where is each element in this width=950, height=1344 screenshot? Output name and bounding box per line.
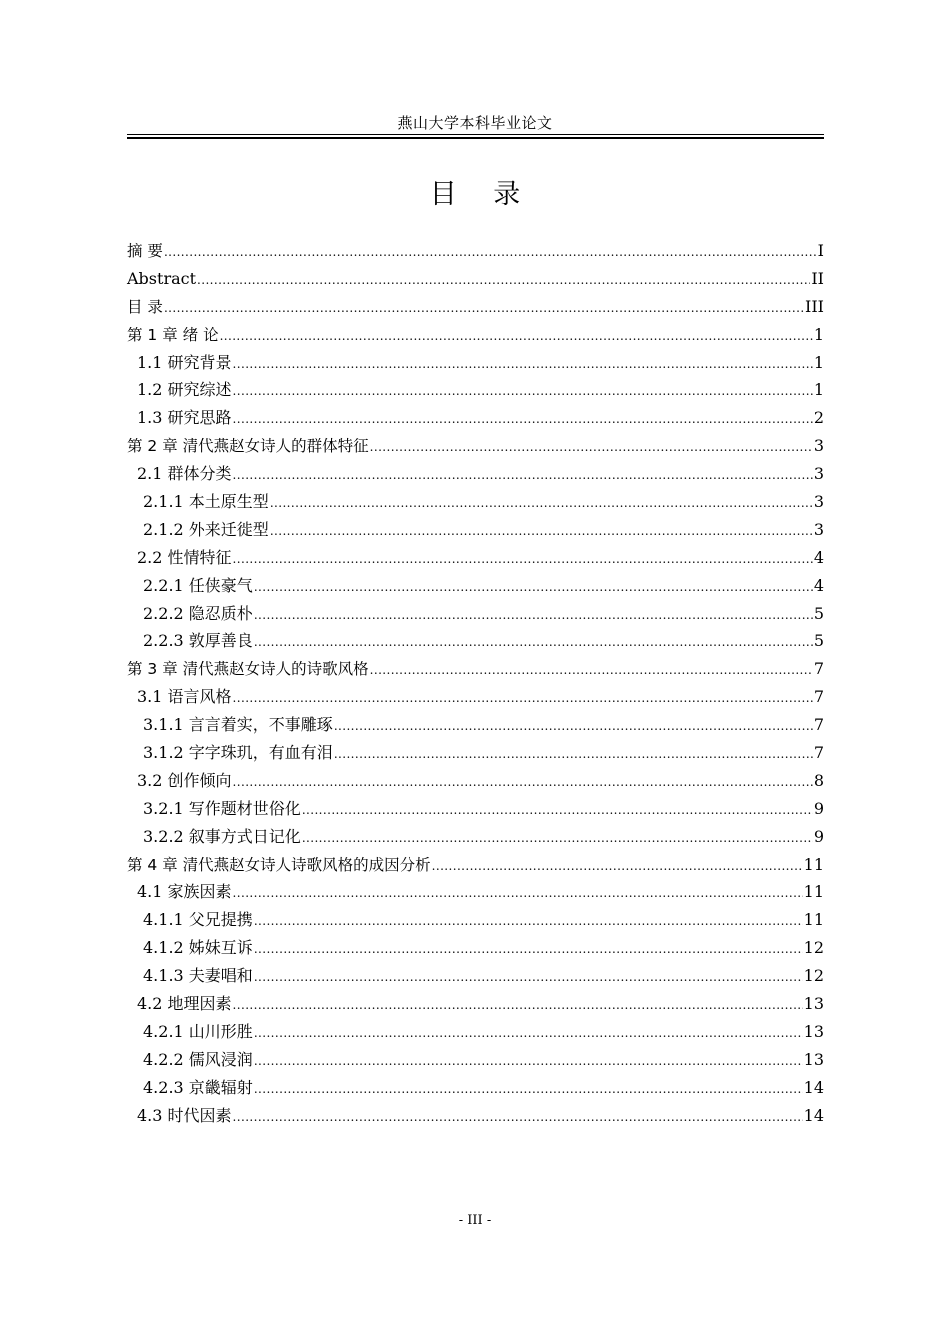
toc-entry[interactable] [127,544,824,572]
toc-dot-leader [254,1020,803,1048]
toc-entry[interactable] [127,767,824,795]
toc-dot-leader [254,936,803,964]
toc-entry-page: 14 [803,1077,824,1097]
toc-entry[interactable] [127,293,824,321]
toc-entry-label: 2.2 性情特征 [137,547,232,567]
toc-entry-page: 7 [813,743,824,763]
toc-entry-label: 4.1.2 姊妹互诉 [143,938,253,958]
toc-entry[interactable] [127,572,824,600]
toc-entry[interactable] [127,237,824,265]
toc-entry[interactable] [127,906,824,934]
toc-entry-label: 2.1 群体分类 [137,464,232,484]
toc-dot-leader [432,853,803,881]
toc-entry-label: 3.1 语言风格 [137,687,232,707]
toc-entry-page: 4 [813,575,824,595]
toc-entry[interactable] [127,851,824,879]
toc-entry-label: 3.1.1 言言着实，不事雕琢 [143,715,333,735]
toc-entry-page: 2 [813,408,824,428]
toc-entry-page: 9 [813,826,824,846]
toc-entry-label: 4.3 时代因素 [137,1105,232,1125]
toc-dot-leader [254,629,813,657]
toc-entry-label: 4.2.2 儒风浸润 [143,1049,253,1069]
toc-entry[interactable] [127,878,824,906]
toc-dot-leader [164,295,804,323]
toc-dot-leader [254,1048,803,1076]
toc-entry-page: 9 [813,798,824,818]
toc-entry[interactable] [127,655,824,683]
toc-entry-label: 1.1 研究背景 [137,352,232,372]
toc-dot-leader [334,713,813,741]
toc-dot-leader [233,406,813,434]
toc-entry-page: III [805,296,824,316]
header-rule-thin [127,134,824,135]
toc-dot-leader [270,518,813,546]
toc-entry-page: 1 [813,324,824,344]
toc-entry-label: 3.2 创作倾向 [137,770,232,790]
toc-entry[interactable] [127,1102,824,1130]
running-header: 燕山大学本科毕业论文 [397,114,553,132]
toc-dot-leader [254,908,803,936]
toc-entry-label: 2.2.1 任侠豪气 [143,575,253,595]
toc-entry-label: 第 2 章 清代燕赵女诗人的群体特征 [127,437,369,456]
toc-entry[interactable] [127,1018,824,1046]
header-rule-thick [127,137,824,139]
toc-dot-leader [233,769,813,797]
toc-entry-label: 4.2.3 京畿辐射 [143,1077,253,1097]
toc-entry-page: 1 [813,352,824,372]
table-of-contents [127,237,824,1130]
toc-dot-leader [254,574,813,602]
toc-entry-label: 2.1.1 本土原生型 [143,492,269,512]
toc-entry-page: 5 [813,603,824,623]
toc-entry-label: 3.2.2 叙事方式日记化 [143,826,301,846]
toc-entry-page: 7 [813,659,824,679]
toc-entry[interactable] [127,683,824,711]
toc-entry-label: 摘 要 [127,242,163,260]
toc-entry-label: 4.1.1 父兄提携 [143,910,253,930]
toc-dot-leader [220,323,813,351]
toc-dot-leader [254,1076,803,1104]
toc-dot-leader [254,602,813,630]
toc-dot-leader [270,490,813,518]
toc-entry-page: 13 [803,994,824,1014]
toc-entry-page: 5 [813,631,824,651]
toc-dot-leader [233,462,813,490]
toc-entry[interactable] [127,432,824,460]
toc-entry-page: 11 [803,882,824,902]
footer-page-number: - III - [458,1213,492,1228]
toc-entry[interactable] [127,600,824,628]
toc-dot-leader [233,685,813,713]
toc-entry-page: 4 [813,547,824,567]
toc-dot-leader [370,434,813,462]
toc-entry-label: 1.3 研究思路 [137,408,232,428]
toc-entry[interactable] [127,404,824,432]
toc-entry[interactable] [127,488,824,516]
toc-entry-label: 2.2.3 敦厚善良 [143,631,253,651]
toc-entry-page: 3 [813,436,824,456]
toc-entry[interactable] [127,934,824,962]
toc-entry-page: 12 [803,966,824,986]
toc-entry[interactable] [127,627,824,655]
toc-entry-page: 13 [803,1049,824,1069]
toc-entry-label: 4.2.1 山川形胜 [143,1021,253,1041]
toc-entry-label: 4.2 地理因素 [137,994,232,1014]
toc-entry[interactable] [127,990,824,1018]
toc-entry-page: 7 [813,715,824,735]
toc-entry-page: 3 [813,519,824,539]
toc-entry-page: II [811,268,824,288]
toc-dot-leader [197,267,810,295]
toc-entry[interactable] [127,739,824,767]
toc-entry-label: 第 1 章 绪 论 [127,325,219,344]
toc-dot-leader [233,992,803,1020]
toc-entry-label: 1.2 研究综述 [137,380,232,400]
toc-entry-page: 8 [813,770,824,790]
toc-entry[interactable] [127,795,824,823]
toc-entry-page: 13 [803,1021,824,1041]
toc-entry[interactable] [127,376,824,404]
toc-entry-label: 3.1.2 字字珠玑，有血有泪 [143,743,333,763]
toc-entry[interactable] [127,823,824,851]
toc-entry-page: I [817,241,824,260]
toc-entry[interactable] [127,321,824,349]
toc-entry[interactable] [127,460,824,488]
toc-dot-leader [302,797,813,825]
toc-entry-label: Abstract [127,268,197,288]
toc-entry-label: 4.1 家族因素 [137,882,232,902]
toc-entry-label: 第 4 章 清代燕赵女诗人诗歌风格的成因分析 [127,855,431,874]
toc-entry[interactable] [127,265,824,293]
toc-entry-label: 目 录 [127,297,163,316]
toc-entry-page: 12 [803,938,824,958]
toc-entry-page: 11 [803,854,824,874]
toc-entry-page: 14 [803,1105,824,1125]
toc-entry[interactable] [127,1046,824,1074]
toc-dot-leader [233,1104,803,1132]
toc-entry-page: 1 [813,380,824,400]
toc-entry-label: 2.2.2 隐忍质朴 [143,603,253,623]
toc-title: 目 录 [429,179,535,210]
toc-entry-label: 2.1.2 外来迁徙型 [143,519,269,539]
toc-entry-label: 4.1.3 夫妻唱和 [143,966,253,986]
toc-entry[interactable] [127,1074,824,1102]
toc-entry[interactable] [127,516,824,544]
toc-entry[interactable] [127,962,824,990]
toc-dot-leader [233,378,813,406]
toc-dot-leader [302,825,813,853]
toc-dot-leader [254,964,803,992]
toc-entry-page: 7 [813,687,824,707]
toc-entry-label: 第 3 章 清代燕赵女诗人的诗歌风格 [127,660,369,679]
toc-entry[interactable] [127,349,824,377]
toc-dot-leader [164,239,817,267]
toc-entry-page: 3 [813,492,824,512]
toc-entry-page: 11 [803,910,824,930]
toc-dot-leader [233,351,813,379]
toc-dot-leader [370,657,813,685]
toc-dot-leader [233,880,803,908]
toc-entry-label: 3.2.1 写作题材世俗化 [143,798,301,818]
toc-entry-page: 3 [813,464,824,484]
toc-entry[interactable] [127,711,824,739]
toc-dot-leader [233,546,813,574]
toc-dot-leader [334,741,813,769]
